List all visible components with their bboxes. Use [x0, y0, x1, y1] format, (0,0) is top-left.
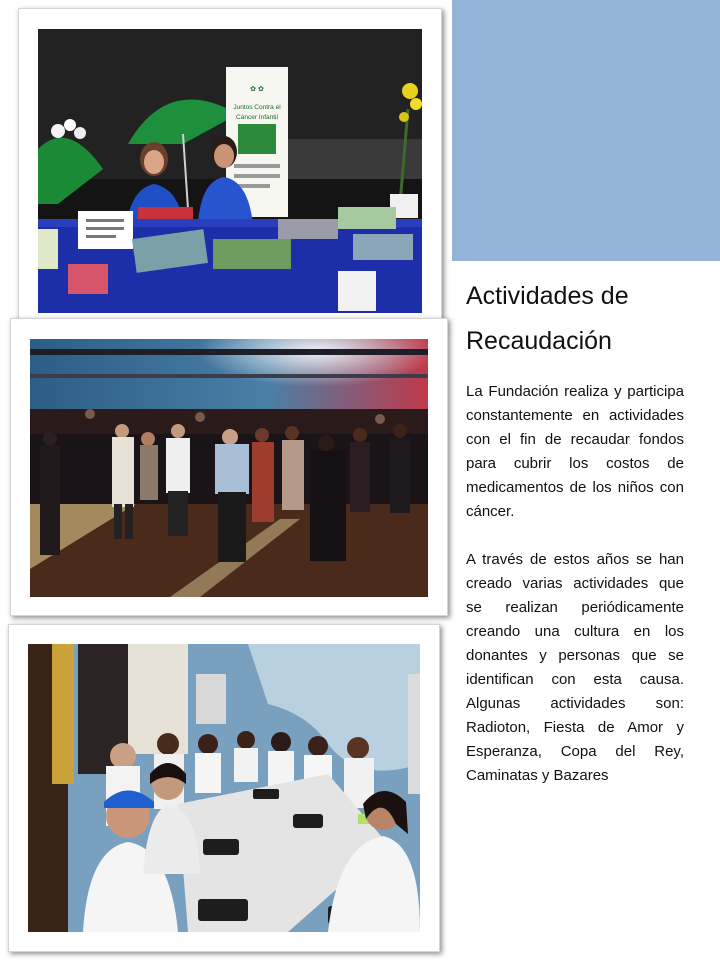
photo-phone-bank	[28, 644, 420, 932]
dance-photo-illustration	[30, 339, 428, 597]
page-heading	[466, 274, 684, 364]
photo-dance-event	[30, 339, 428, 597]
phone-bank-photo-illustration	[28, 644, 420, 932]
photo-frame-dance	[10, 318, 448, 616]
heading-line-2: Recaudación	[466, 327, 612, 355]
banner-logo: ✿ ✿	[250, 86, 264, 93]
booth-photo-illustration	[38, 29, 422, 313]
paragraph-intro: La Fundación realiza y participa constantemente en actividades con el fin de recaudar fondos para cubrir los costos de medicamentos de los niños con cáncer.	[466, 383, 684, 520]
text-column	[466, 274, 684, 788]
banner-text-line2: Cáncer Infantil	[236, 114, 278, 121]
photo-frame-booth	[18, 8, 442, 328]
photo-fundraising-booth	[38, 29, 422, 313]
heading-line-1: Actividades de	[466, 282, 629, 310]
paragraph-activities: A través de estos años se han creado varias actividades que se realizan periódicamente creando una cultura en los donantes y personas que se identifican con esta causa. Algunas actividades son: Radioton, Fiesta de Amor y Esperanza, Copa del Rey, Caminatas y Bazares	[466, 551, 684, 784]
photo-frame-radiothon	[8, 624, 440, 952]
banner-text-line1: Juntos Contra el	[233, 104, 281, 111]
accent-color-block	[452, 0, 720, 261]
